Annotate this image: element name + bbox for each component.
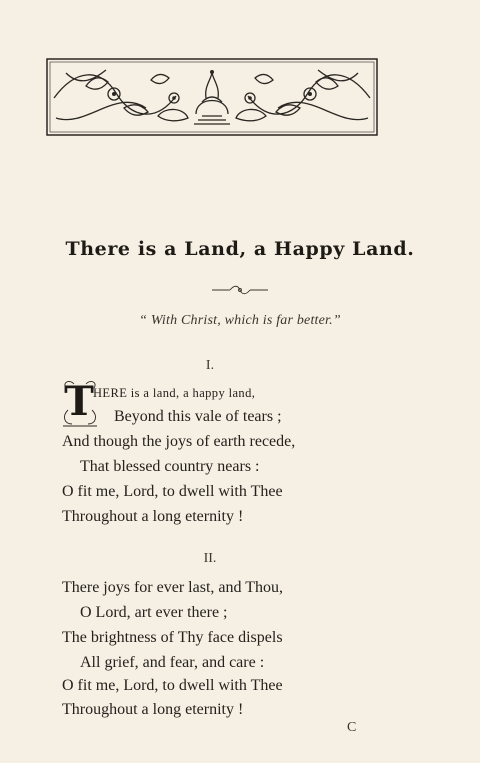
signature-mark: C bbox=[347, 720, 357, 735]
epigraph: “ With Christ, which is far better.” bbox=[139, 313, 341, 328]
verse-line: There joys for ever last, and Thou, bbox=[62, 579, 283, 596]
poem-title: There is a Land, a Happy Land. bbox=[65, 238, 415, 260]
ornamental-header-icon bbox=[46, 58, 378, 136]
verse-line: O Lord, art ever there ; bbox=[80, 604, 228, 621]
verse-line: All grief, and fear, and care : bbox=[80, 654, 265, 671]
verse-line: And though the joys of earth recede, bbox=[62, 433, 296, 450]
drop-cap: T bbox=[64, 378, 94, 425]
verse-line: Throughout a long eternity ! bbox=[62, 508, 244, 525]
flourish-icon bbox=[210, 284, 270, 296]
stanza-number: II. bbox=[203, 551, 217, 566]
verse-line: O fit me, Lord, to dwell with Thee bbox=[62, 483, 283, 500]
verse-line: Throughout a long eternity ! bbox=[62, 701, 244, 718]
verse-line: HERE is a land, a happy land, bbox=[93, 386, 256, 400]
verse-line: That blessed country nears : bbox=[80, 458, 260, 475]
stanza-number: I. bbox=[205, 358, 215, 373]
verse-line: Beyond this vale of tears ; bbox=[114, 408, 282, 425]
verse-line: O fit me, Lord, to dwell with Thee bbox=[62, 677, 283, 694]
verse-line: The brightness of Thy face dispels bbox=[62, 629, 283, 646]
